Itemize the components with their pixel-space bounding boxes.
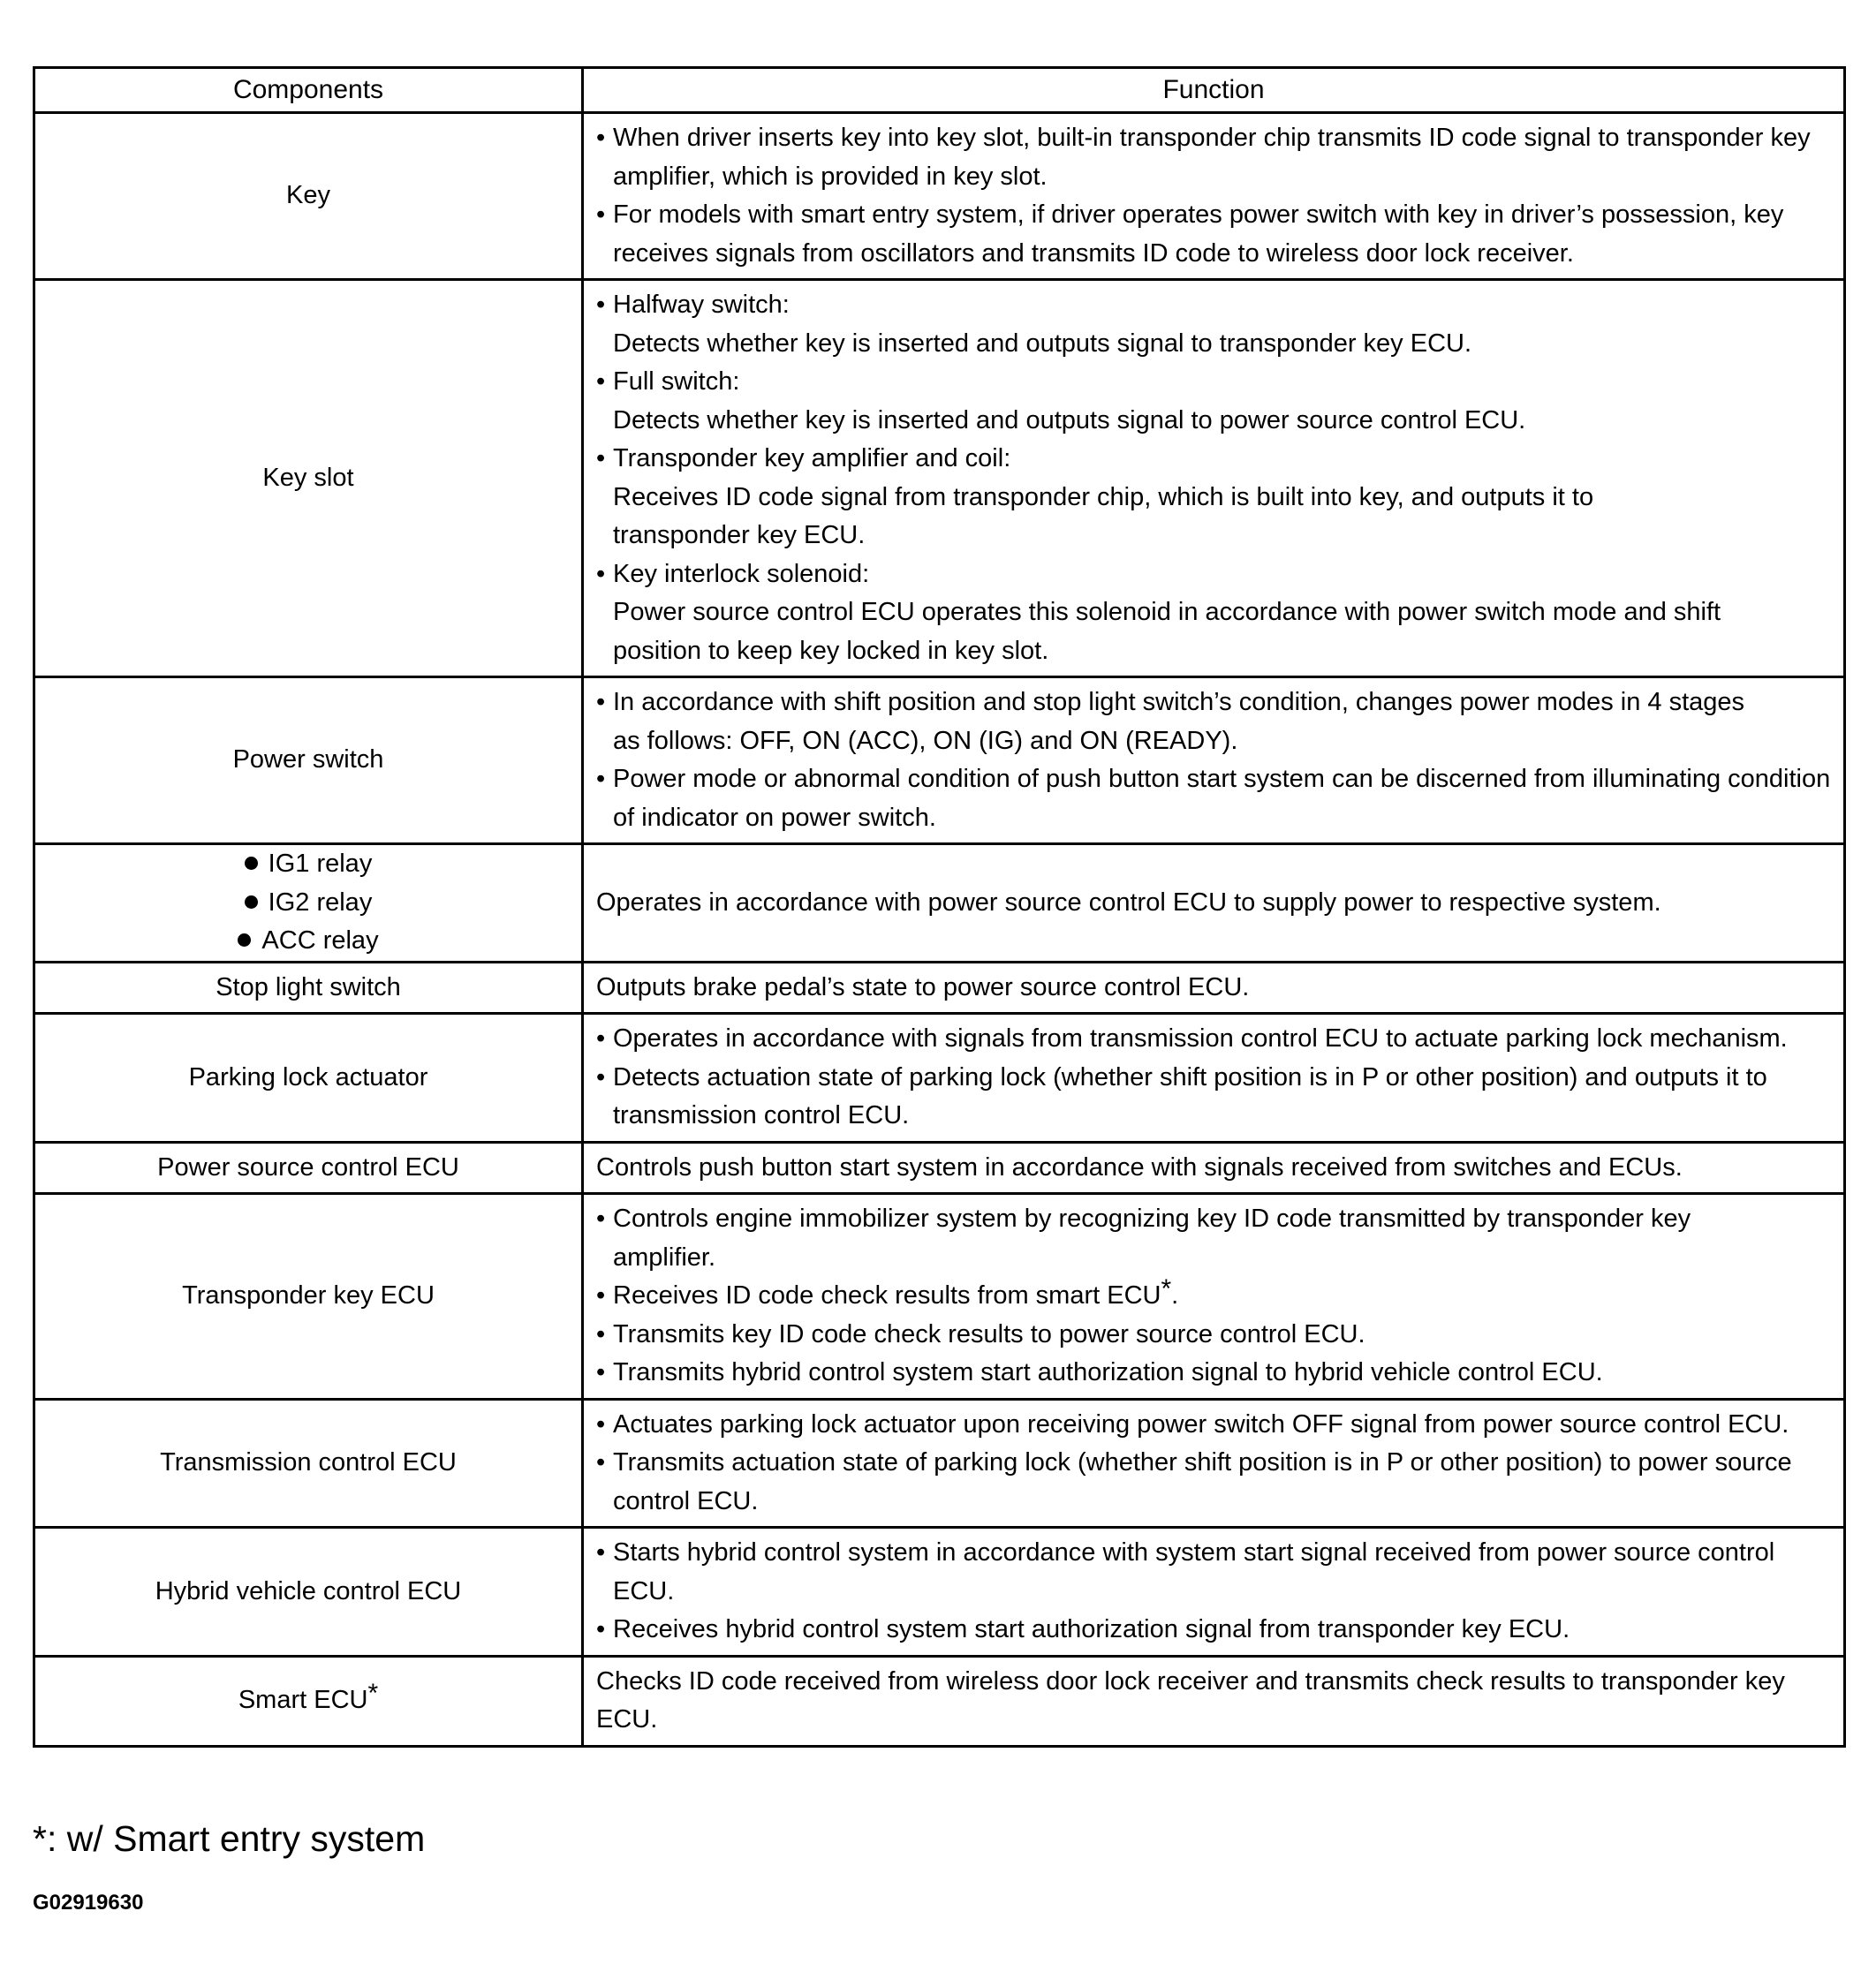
bullet-item: • Transmits actuation state of parking lock (whether shift position is in P or other position) to power source control ECU. <box>596 1444 1831 1521</box>
function-stop-light-switch: Outputs brake pedal’s state to power source control ECU. <box>583 962 1845 1014</box>
relay-label: IG1 relay <box>268 850 373 878</box>
header-function: Function <box>583 68 1845 113</box>
bullet-item: • Actuates parking lock actuator upon receiving power switch OFF signal from power source control ECU. <box>596 1406 1831 1445</box>
table-row-power-source-control-ecu <box>34 1142 1845 1194</box>
item-description: Receives ID code signal from transponder chip, which is built into key, and outputs it to transponder key ECU. <box>613 482 1594 549</box>
bullet-item: • Power mode or abnormal condition of push button start system can be discerned from illuminating condition of indicator on power switch. <box>596 760 1831 837</box>
bullet-item <box>596 440 1831 555</box>
item-title: Key interlock solenoid: <box>613 559 870 588</box>
bullet-item <box>596 363 1831 440</box>
component-power-source-control-ecu: Power source control ECU <box>34 1142 583 1194</box>
component-hybrid-vehicle-control-ecu: Hybrid vehicle control ECU <box>34 1528 583 1657</box>
component-power-switch: Power switch <box>34 677 583 844</box>
bullet-item <box>596 286 1831 363</box>
component-parking-lock-actuator: Parking lock actuator <box>34 1014 583 1143</box>
relay-label: ACC relay <box>261 926 379 955</box>
item-title: Transponder key amplifier and coil: <box>613 444 1011 472</box>
footnote: *: w/ Smart entry system <box>33 1818 426 1859</box>
bullet-item: • Detects actuation state of parking lock (whether shift position is in P or other position) and outputs it to transmission control ECU. <box>596 1059 1831 1136</box>
footnote-marker: * <box>367 1679 379 1709</box>
footnote-marker: * <box>1161 1274 1172 1303</box>
bullet-dot-icon <box>245 895 258 909</box>
bullet-list <box>596 1534 1831 1650</box>
bullet-item: • Controls engine immobilizer system by recognizing key ID code transmitted by transponder key amplifier. <box>596 1200 1831 1277</box>
bullet-item: • Transmits key ID code check results to power source control ECU. <box>596 1316 1831 1355</box>
component-transmission-control-ecu: Transmission control ECU <box>34 1399 583 1528</box>
bullet-list <box>596 1020 1831 1136</box>
table-row-transmission-control-ecu <box>34 1399 1845 1528</box>
relay-label: IG2 relay <box>268 888 373 917</box>
table-header-row <box>34 68 1845 113</box>
component-key-slot: Key slot <box>34 280 583 677</box>
bullet-list <box>596 1406 1831 1522</box>
function-smart-ecu: Checks ID code received from wireless door lock receiver and transmits check results to transponder key ECU. <box>583 1656 1845 1746</box>
item-description: Detects whether key is inserted and outputs signal to transponder key ECU. <box>613 329 1472 358</box>
bullet-item: • Transmits hybrid control system start authorization signal to hybrid vehicle control ECU. <box>596 1354 1831 1393</box>
relay-item <box>42 922 574 961</box>
function-transmission-control-ecu <box>583 1399 1845 1528</box>
table-row-smart-ecu <box>34 1656 1845 1746</box>
bullet-item: • In accordance with shift position and stop light switch’s condition, changes power modes in 4 stages as follows: OFF, ON (ACC), ON (IG) and ON (READY). <box>596 684 1831 760</box>
table-row-relays <box>34 844 1845 963</box>
item-title: Full switch: <box>613 367 740 396</box>
item-period: . <box>1171 1281 1179 1310</box>
component-function-sheet <box>33 66 1843 1748</box>
item-text: Receives ID code check results from smart ECU <box>613 1281 1161 1310</box>
bullet-dot-icon <box>238 933 251 947</box>
function-transponder-key-ecu <box>583 1194 1845 1400</box>
table-row-stop-light-switch <box>34 962 1845 1014</box>
bullet-item: • When driver inserts key into key slot, built-in transponder chip transmits ID code signal to transponder key amplifier, which is provided in key slot. <box>596 119 1831 196</box>
function-parking-lock-actuator <box>583 1014 1845 1143</box>
function-power-switch <box>583 677 1845 844</box>
component-smart-ecu <box>34 1656 583 1746</box>
component-key: Key <box>34 113 583 280</box>
bullet-item: • For models with smart entry system, if driver operates power switch with key in driver’s possession, key receives signals from oscillators and transmits ID code to wireless door lock receiver. <box>596 196 1831 273</box>
function-hybrid-vehicle-control-ecu <box>583 1528 1845 1657</box>
bullet-list <box>596 1200 1831 1393</box>
components-function-table <box>33 66 1846 1748</box>
table-row-key <box>34 113 1845 280</box>
bullet-item: • Receives hybrid control system start authorization signal from transponder key ECU. <box>596 1611 1831 1650</box>
bullet-list <box>596 119 1831 273</box>
function-relays: Operates in accordance with power source control ECU to supply power to respective system. <box>583 844 1845 963</box>
relay-item <box>42 884 574 923</box>
bullet-item: • Starts hybrid control system in accordance with system start signal received from power source control ECU. <box>596 1534 1831 1611</box>
bullet-list <box>596 684 1831 837</box>
table-row-transponder-key-ecu <box>34 1194 1845 1400</box>
function-power-source-control-ecu: Controls push button start system in accordance with signals received from switches and ECUs. <box>583 1142 1845 1194</box>
table-row-hybrid-vehicle-control-ecu <box>34 1528 1845 1657</box>
bullet-list <box>596 286 1831 670</box>
table-row-power-switch <box>34 677 1845 844</box>
item-title: Halfway switch: <box>613 291 790 319</box>
table-row-parking-lock-actuator <box>34 1014 1845 1143</box>
component-stop-light-switch: Stop light switch <box>34 962 583 1014</box>
component-relays <box>34 844 583 963</box>
bullet-item: • Operates in accordance with signals from transmission control ECU to actuate parking lock mechanism. <box>596 1020 1831 1059</box>
header-components: Components <box>34 68 583 113</box>
bullet-item <box>596 555 1831 671</box>
component-label: Smart ECU <box>238 1686 368 1715</box>
function-key-slot <box>583 280 1845 677</box>
item-description: Detects whether key is inserted and outputs signal to power source control ECU. <box>613 405 1526 434</box>
bullet-item <box>596 1274 1831 1316</box>
relay-item <box>42 845 574 884</box>
item-description: Power source control ECU operates this solenoid in accordance with power switch mode and shift position to keep key locked in key slot. <box>613 598 1721 665</box>
figure-id: G02919630 <box>33 1891 144 1915</box>
bullet-dot-icon <box>245 857 258 870</box>
component-transponder-key-ecu: Transponder key ECU <box>34 1194 583 1400</box>
function-key <box>583 113 1845 280</box>
table-row-key-slot <box>34 280 1845 677</box>
